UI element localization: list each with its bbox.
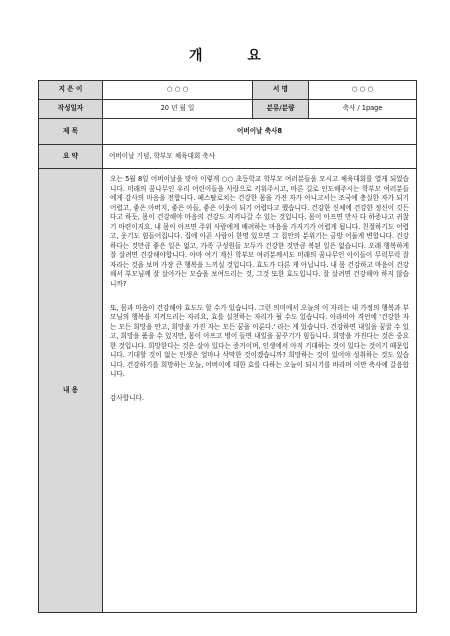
content-label: 내 용 — [39, 169, 103, 613]
date-row — [39, 100, 417, 119]
writer-row — [39, 81, 417, 100]
summary-value: 어버이날 기념, 학부모 체육대회 축사 — [103, 145, 417, 169]
subject-value: 어버이날 축사8 — [103, 119, 417, 145]
summary-row — [39, 145, 417, 169]
page-title: 개 요 — [189, 48, 281, 64]
summary-label: 요 약 — [39, 145, 103, 169]
subject-label: 제 목 — [39, 119, 103, 145]
overview-form — [38, 80, 417, 613]
date-label: 작성일자 — [39, 100, 103, 119]
sign-value: ○ ○ ○ — [309, 81, 417, 100]
sign-label: 서 명 — [253, 81, 309, 100]
category-value: 축사 / 1page — [309, 100, 417, 119]
content-paragraph-1: 오는 5월 8일 어버이날을 맞아 이렇게 ○○ 초등학교 학부모 여러분들을 모시고 체육대회를 열게 되었습니다. 미래의 꿈나무인 우리 어린이들을 사랑으로 키워주시고, 바른 길로 인도해주시는 학부모 여러분들에게 감사의 마음을 전합니다. 페스탈로치는 건강한 몸을 가진 자가 아니고서는 조국에 충실한 자가 되기 어렵고, 좋은 아버지, 좋은 아들, 좋은 이웃이 되기 어렵다고 했습니다. 건강한 신체에 건강한 정신이 깃든다고 하듯, 몸이 건강해야 마음의 건강도 지켜나갈 수 있는 것입니다. 몸이 아프면 만사 다 하증나고 귀찮기 마련이지요. 내 몸이 아프면 주위 사람에게 배려하는 마음을 가지기가 어렵게 됩니다. 친절하기도 어렵고, 웃기도 힘들어집니다. 집에 아픈 사람이 한명 있으면 그 집안의 분위기는 금방 어둡게 변합니다. 건강하다는 것만큼 좋은 일은 없고, 가족 구성원들 모두가 건강한 것만큼 복된 일은 없습니다. 오래 행복하게 잘 살려면 건강해야합니다. 아마 여기 계신 학부모 여러분께서도 미래의 꿈나무인 아이들이 무럭무럭 잘 자라는 것을 보며 가장 큰 행복을 느끼실 것입니다. 효도가 다른 게 아닙니다. 내 몸 건강하고 마음이 건강해서 부모님께 잘 살아가는 모습을 보여드리는 것, 그것 또한 효도입니다. 잘 살려면 건강해야 하지 않습니까? — [110, 175, 410, 289]
date-value: 20 년 월 일 — [103, 100, 253, 119]
category-label: 분류/분량 — [253, 100, 309, 119]
subject-row — [39, 119, 417, 145]
content-body — [103, 169, 417, 613]
content-row — [39, 169, 417, 613]
paragraph-gap — [110, 380, 409, 394]
content-paragraph-2: 또, 몸과 마음이 건강해야 효도도 할 수가 있습니다. 그런 의미에서 오늘의 이 자리는 내 가정의 행복과 부모님의 행복을 지켜드리는 자리요, 효를 실천하는 자리가 될 수도 있습니다. 아라비아 격언에 '건강한 자는 모든 희망을 안고, 희망을 가진 자는 모든 꿈을 이룬다.' 라는 게 있습니다. 건강하면 내일을 꿈꿀 수 있고, 희망을 품을 수 있지만, 몸이 아프고 병이 들면 내일을 꿈꾸기가 힘듭니다. 희망을 가진다는 것은 중요한 것입니다. 희망한다는 것은 살아 있다는 증거이며, 인생에서 아직 기대하는 것이 있다는 것이기 때문입니다. 기대할 것이 없는 인생은 얼마나 삭막한 것이겠습니까? 희망하는 것이 있어야 성취하는 것도 있습니다. 건강하기를 희망하는 오늘, 어버이에 대한 효를 다하는 오늘이 되시기를 바라며 이만 축사에 갈음합니다. — [110, 303, 410, 379]
paragraph-gap — [110, 290, 409, 304]
content-closing: 감사합니다. — [110, 393, 144, 402]
writer-label: 지 은 이 — [39, 81, 103, 100]
writer-value: ○ ○ ○ — [103, 81, 253, 100]
